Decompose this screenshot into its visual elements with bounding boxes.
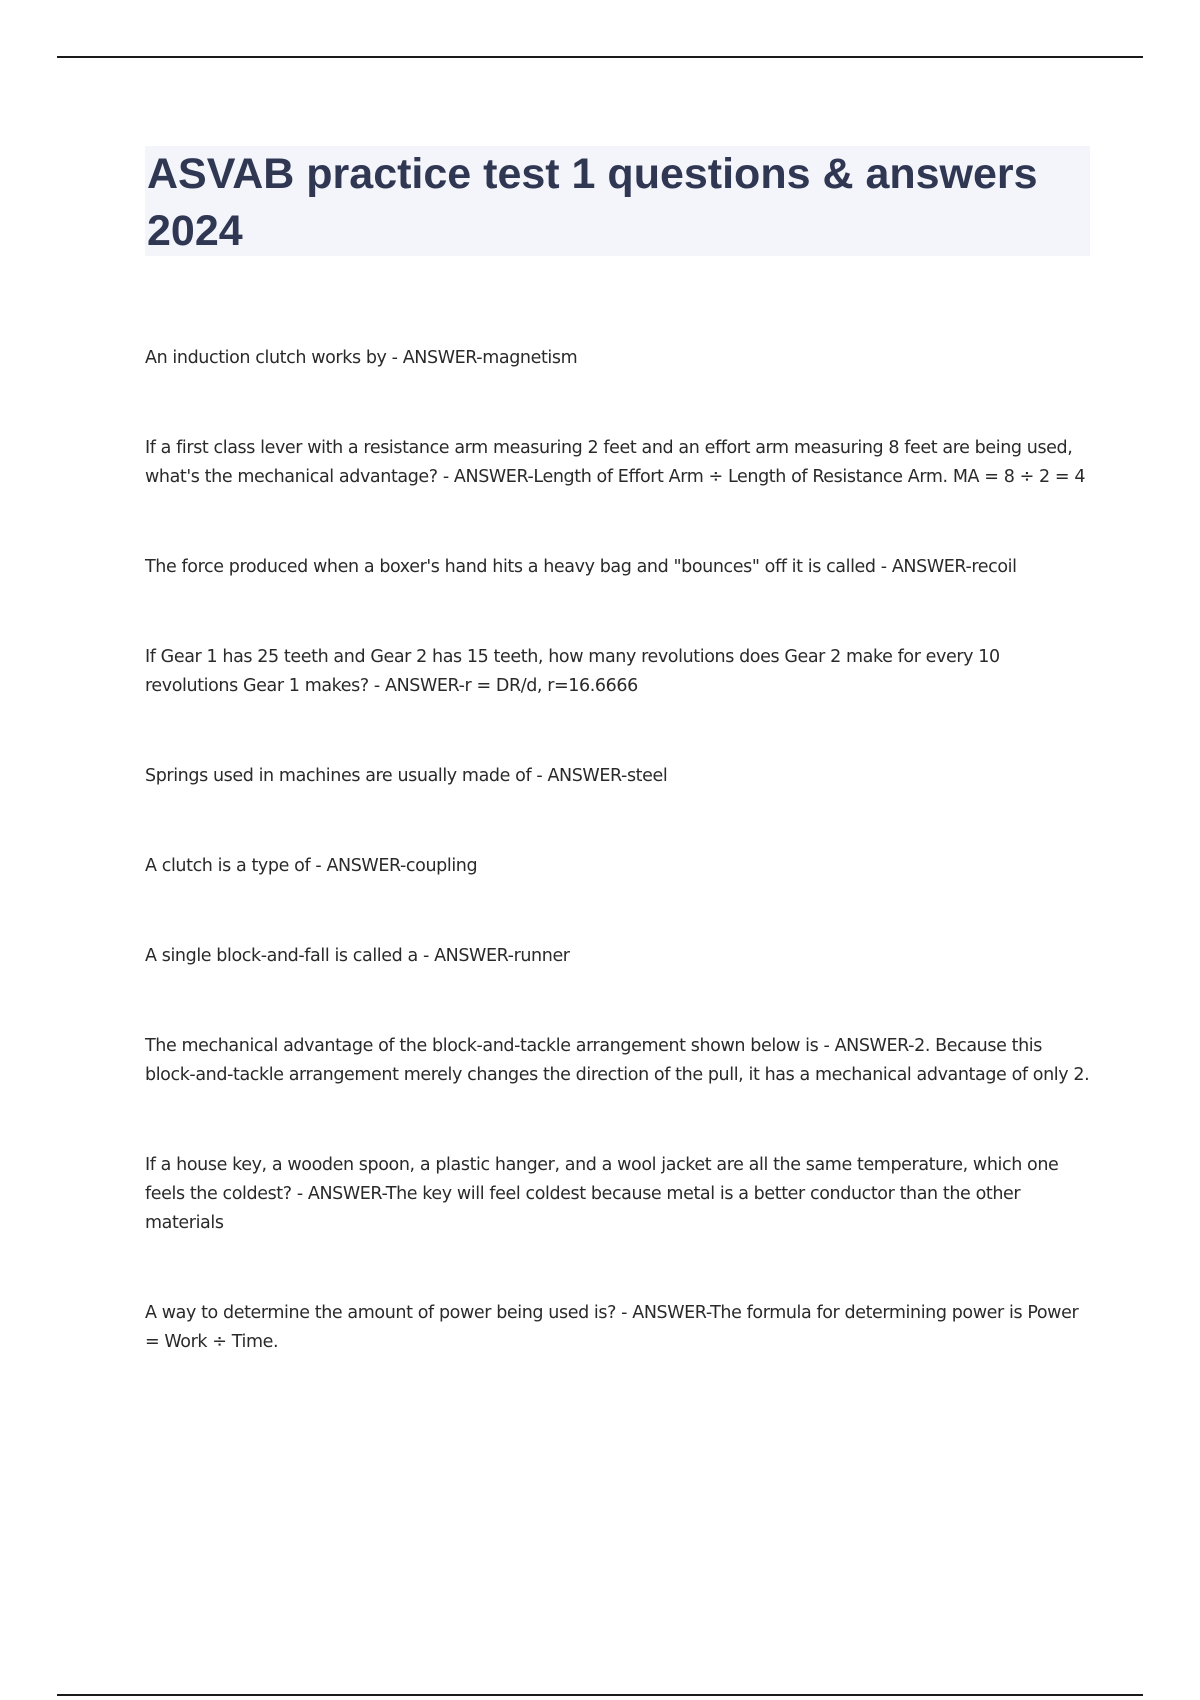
qa-item: A clutch is a type of - ANSWER-coupling <box>145 856 478 876</box>
title-block <box>145 146 1090 256</box>
bottom-rule <box>57 1694 1143 1696</box>
qa-list <box>145 344 1090 1418</box>
qa-item: An induction clutch works by - ANSWER-magnetism <box>145 348 578 368</box>
document-title: ASVAB practice test 1 questions & answers 2024 <box>147 150 1038 255</box>
qa-item: If Gear 1 has 25 teeth and Gear 2 has 15 teeth, how many revolutions does Gear 2 make for every 10 revolutions Gear 1 makes? - ANSWER-r = DR/d, r=16.6666 <box>145 647 1000 696</box>
qa-item: The force produced when a boxer's hand hits a heavy bag and "bounces" off it is called - ANSWER-recoil <box>145 557 1017 577</box>
qa-item: A way to determine the amount of power being used is? - ANSWER-The formula for determining power is Power = Work ÷ Time. <box>145 1303 1079 1352</box>
qa-item: Springs used in machines are usually made of - ANSWER-steel <box>145 766 668 786</box>
top-rule <box>57 56 1143 58</box>
qa-item: If a house key, a wooden spoon, a plastic hanger, and a wool jacket are all the same temperature, which one feels the coldest? - ANSWER-The key will feel coldest because metal is a better conductor than the other materials <box>145 1155 1059 1233</box>
qa-item: If a first class lever with a resistance arm measuring 2 feet and an effort arm measuring 8 feet are being used, what's the mechanical advantage? - ANSWER-Length of Effort Arm ÷ Length of Resistance Arm. MA = 8 ÷ 2 = 4 <box>145 438 1086 487</box>
qa-item: The mechanical advantage of the block-and-tackle arrangement shown below is - ANSWER-2. Because this block-and-tackle arrangement merely changes the direction of the pull, it has a mechanical advantage of only 2. <box>145 1036 1090 1085</box>
qa-item: A single block-and-fall is called a - ANSWER-runner <box>145 946 570 966</box>
